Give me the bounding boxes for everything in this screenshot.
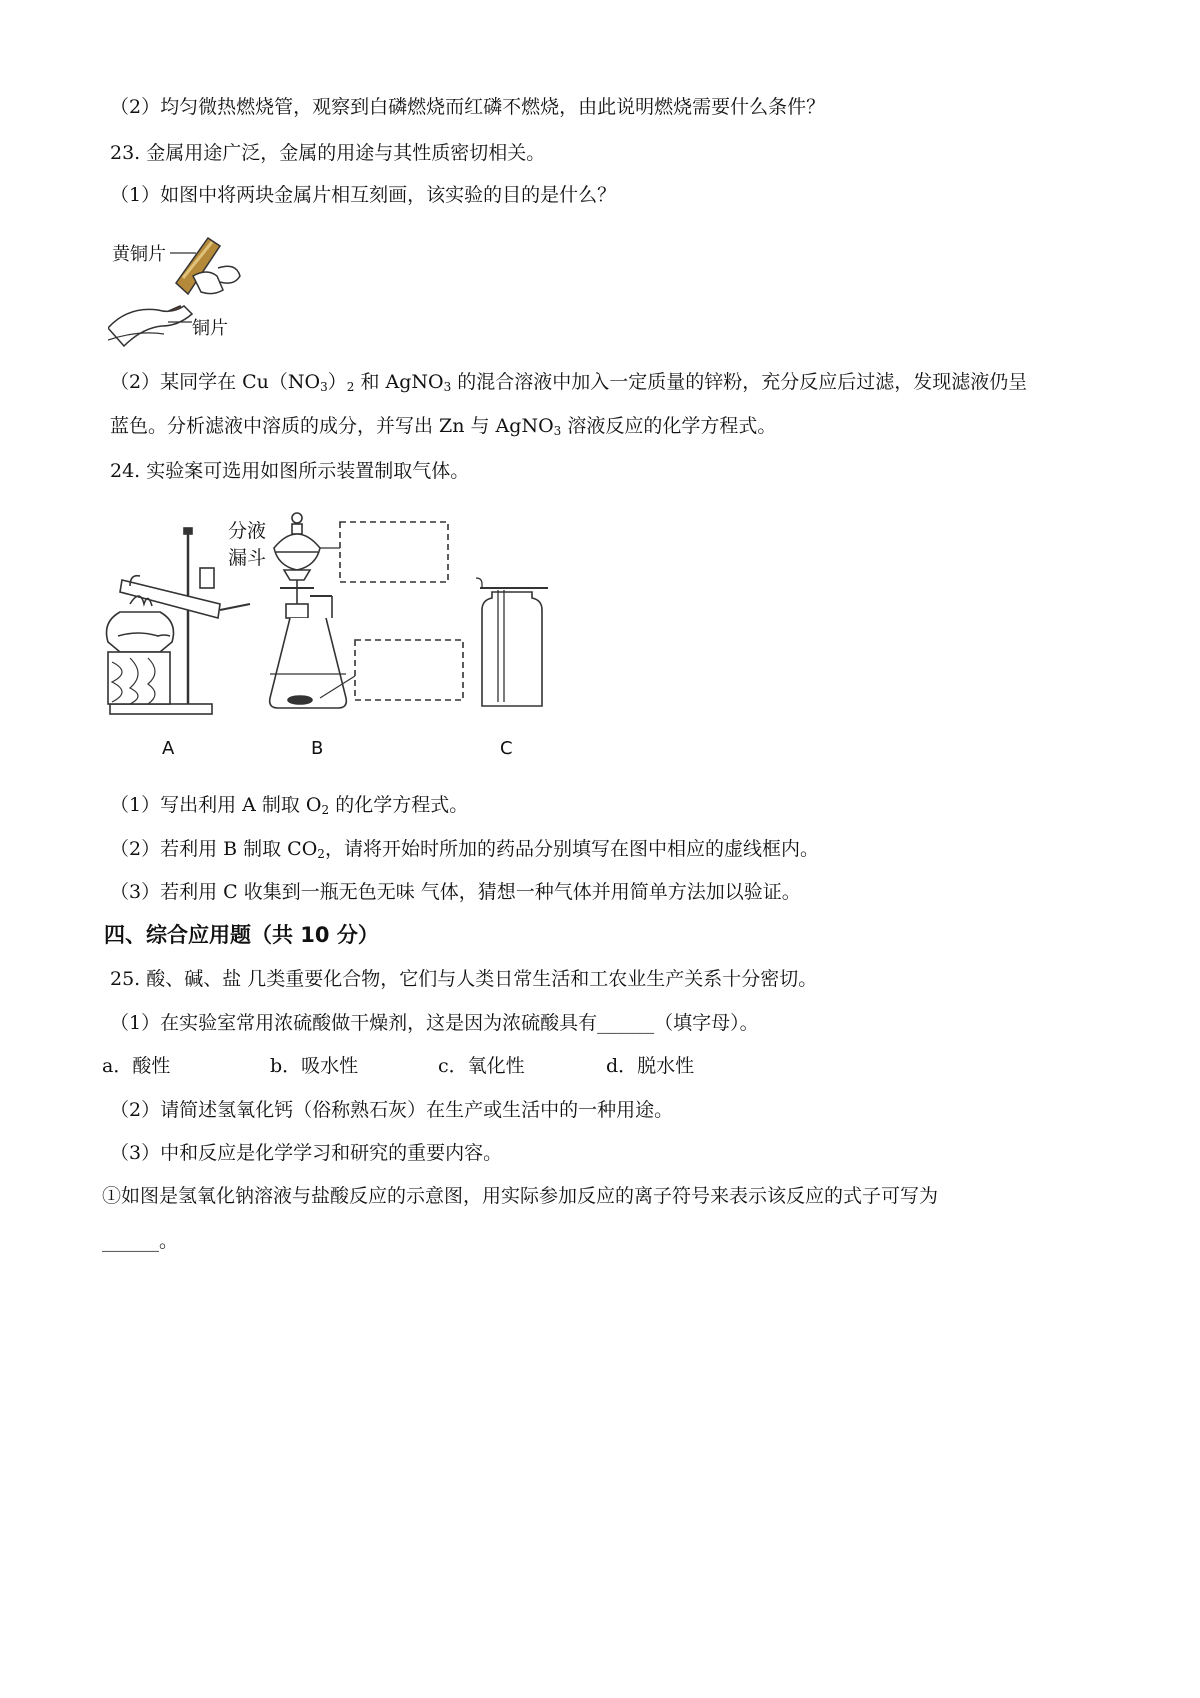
q25-stem: 25. 酸、碱、盐 几类重要化合物，它们与人类日常生活和工农业生产关系十分密切。 [110,968,818,990]
gas-apparatus-figure [100,508,570,723]
q23-stem: 23. 金属用途广泛，金属的用途与其性质密切相关。 [110,142,546,164]
label-copper: 铜片 [192,318,228,339]
apparatus-c [476,578,548,706]
q25-sub1: ①如图是氢氧化钠溶液与盐酸反应的示意图，用实际参加反应的离子符号来表示该反应的式子可写为 [102,1185,939,1207]
label-c: C [500,738,513,759]
q25-options [102,1053,774,1079]
option-b: b．吸水性 [270,1055,359,1077]
q25-part2: （2）请简述氢氧化钙（俗称熟石灰）在生产或生活中的一种用途。 [110,1099,674,1121]
option-a: a．酸性 [102,1055,171,1077]
label-a: A [162,738,175,759]
option-c: c．氧化性 [438,1055,525,1077]
q22-part2: （2）均匀微热燃烧管，观察到白磷燃烧而红磷不燃烧，由此说明燃烧需要什么条件？ [110,96,826,118]
q24-stem: 24. 实验案可选用如图所示装置制取气体。 [110,460,470,482]
q25-part3: （3）中和反应是化学学习和研究的重要内容。 [110,1142,503,1164]
q24-part3: （3）若利用 C 收集到一瓶无色无味 气体，猜想一种气体并用简单方法加以验证。 [110,881,801,903]
q25-sub1-blank: ______。 [102,1230,179,1252]
q24-part1: （1）写出利用 A 制取 $O_2$ 的化学方程式。 [110,794,469,817]
label-funnel-1: 分液 [228,520,267,542]
q23-part2-line2: 蓝色。分析滤液中溶质的成分，并写出 Zn 与 AgNO$_3$ 溶液反应的化学方程式。 [110,415,777,438]
q23-part2-line1: （2）某同学在 $Cu(NO_3)_2$ 和 AgNO$_3$ 的混合溶液中加入一定质量的锌粉，充分反应后过滤，发现滤液仍呈 [110,371,1028,394]
apparatus-b [270,513,463,708]
q25-part1: （1）在实验室常用浓硫酸做干燥剂，这是因为浓硫酸具有______（填字母）。 [110,1012,759,1034]
label-brass: 黄铜片 [112,244,166,265]
section-4-title: 四、综合应用题（共 10 分） [104,923,379,947]
label-b: B [311,738,324,759]
q23-part1: （1）如图中将两块金属片相互刻画，该实验的目的是什么？ [110,184,617,206]
option-d: d．脱水性 [606,1055,695,1077]
label-funnel-2: 漏斗 [228,547,267,569]
q24-part2: （2）若利用 B 制取 $CO_2$，请将开始时所加的药品分别填写在图中相应的虚线框内。 [110,838,819,861]
